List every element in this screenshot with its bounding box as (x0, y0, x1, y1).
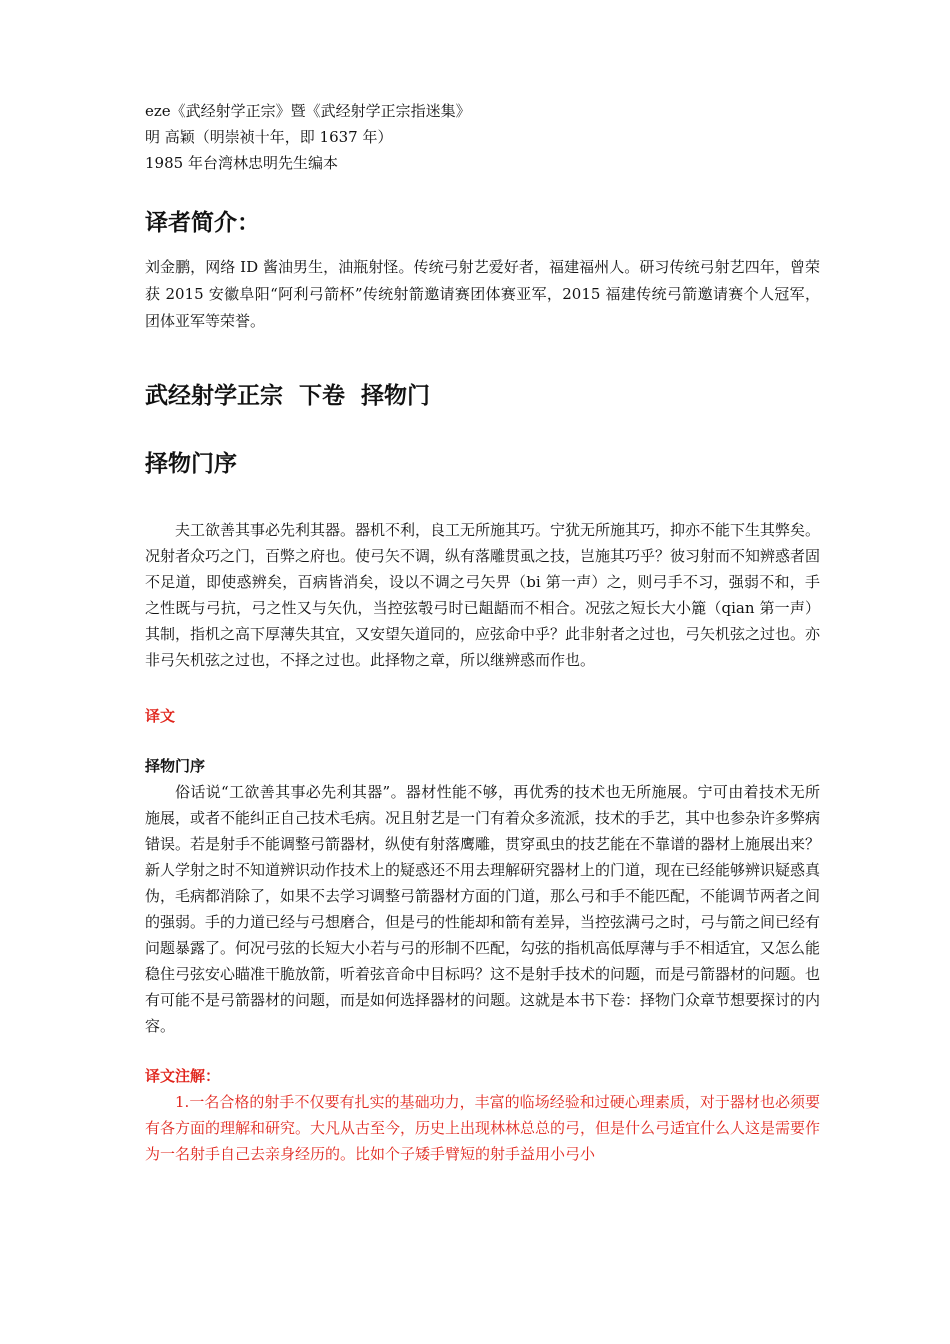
translation-label: 译文 (145, 707, 176, 725)
author-line: 明 高颖（明崇祯十年，即 1637 年） (145, 128, 393, 146)
translator-heading: 译者简介： (145, 210, 260, 236)
translation-text: 俗话说“工欲善其事必先利其器”。器材性能不够，再优秀的技术也无所施展。宁可由着技术无所施展，或者不能纠正自己技术毛病。况且射艺是一门有着众多流派，技术的手艺，其中也参杂许多弊病错误。若是射手不能调整弓箭器材，纵使有射落鹰雕，贯穿虱虫的技艺能在不靠谱的器材上施展出来？新人学射之时不知道辨识动作技术上的疑惑还不用去理解研究器材上的门道，现在已经能够辨识疑惑真伪，毛病都消除了，如果不去学习调整弓箭器材方面的门道，那么弓和手不能匹配，不能调节两者之间的强弱。手的力道已经与弓想磨合，但是弓的性能却和箭有差异，当控弦满弓之时，弓与箭之间已经有问题暴露了。何况弓弦的长短大小若与弓的形制不匹配，勾弦的指机高低厚薄与手不相适宜，又怎么能稳住弓弦安心瞄准干脆放箭，听着弦音命中目标吗？这不是射手技术的问题，而是弓箭器材的问题。也有可能不是弓箭器材的问题，而是如何选择器材的问题。这就是本书下卷：择物门众章节想要探讨的内容。 (145, 783, 821, 1035)
preface-original-text: 夫工欲善其事必先利其器。器机不利，良工无所施其巧。宁犹无所施其巧，抑亦不能下生其弊矣。况射者众巧之门，百弊之府也。使弓矢不调，纵有落雕贯虱之技，岂施其巧乎？彼习射而不知辨惑者固不足道，即使惑辨矣，百病皆消矣，设以不调之弓矢畀（bi 第一声）之，则弓手不习，强弱不和，手之性既与弓抗，弓之性又与矢仇，当控弦彀弓时已龃龉而不相合。况弦之短长大小簏（qian 第一声）其制，指机之高下厚薄失其宜，又安望矢道同的，应弦命中乎？此非射者之过也，弓矢机弦之过也。亦非弓矢机弦之过也，不择之过也。此择物之章，所以继辨惑而作也。 (145, 521, 821, 669)
edition-line: 1985 年台湾林忠明先生编本 (145, 154, 338, 172)
translation-subtitle: 择物门序 (145, 757, 206, 775)
volume-heading: 武经射学正宗 下卷 择物门 (145, 383, 431, 409)
source-title-line: eze《武经射学正宗》暨《武经射学正宗指迷集》 (145, 102, 471, 120)
note-item-1: 1.一名合格的射手不仅要有扎实的基础功力，丰富的临场经验和过硬心理素质，对于器材也必须要有各方面的理解和研究。大凡从古至今，历史上出现林林总总的弓，但是什么弓适宜什么人这是需要作为一名射手自己去亲身经历的。比如个子矮手臂短的射手益用小弓小 (145, 1093, 821, 1163)
translator-bio: 刘金鹏，网络 ID 酱油男生，油瓶射怪。传统弓射艺爱好者，福建福州人。研习传统弓射艺四年，曾荣获 2015 安徽阜阳“阿利弓箭杯”传统射箭邀请赛团体赛亚军，2015 福建传统弓箭邀请赛个人冠军，团体亚军等荣誉。 (145, 258, 820, 330)
notes-label: 译文注解： (145, 1067, 221, 1085)
document-page (145, 98, 820, 1167)
preface-heading: 择物门序 (145, 451, 237, 477)
